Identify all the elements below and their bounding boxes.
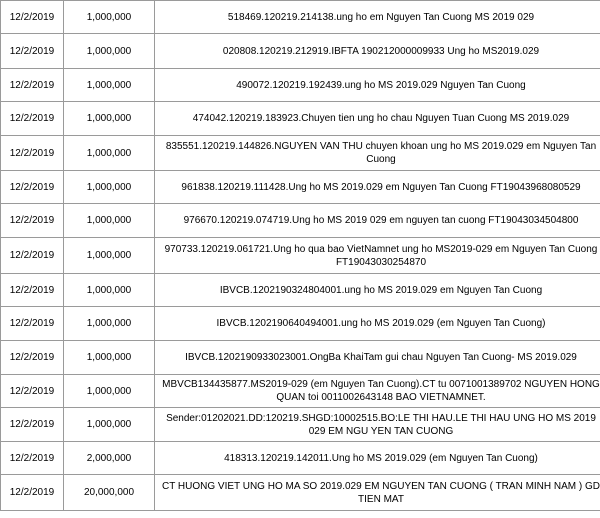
date-cell: 12/2/2019: [1, 408, 64, 442]
amount-cell: 1,000,000: [64, 238, 155, 274]
date-cell: 12/2/2019: [1, 442, 64, 475]
date-cell: 12/2/2019: [1, 375, 64, 408]
date-cell: 12/2/2019: [1, 341, 64, 375]
table-row: [1, 69, 600, 102]
description-cell: 418313.120219.142011.Ung ho MS 2019.029 (em Nguyen Tan Cuong): [155, 442, 600, 475]
date-cell: 12/2/2019: [1, 136, 64, 171]
date-cell: 12/2/2019: [1, 171, 64, 204]
table-row: [1, 204, 600, 238]
amount-cell: 1,000,000: [64, 204, 155, 238]
description-cell: 970733.120219.061721.Ung ho qua bao VietNamnet ung ho MS2019-029 em Nguyen Tan Cuong FT19043030254870: [155, 238, 600, 274]
date-cell: 12/2/2019: [1, 238, 64, 274]
table-row: [1, 136, 600, 171]
description-cell: 518469.120219.214138.ung ho em Nguyen Tan Cuong MS 2019 029: [155, 1, 600, 34]
description-cell: 961838.120219.111428.Ung ho MS 2019.029 em Nguyen Tan Cuong FT19043968080529: [155, 171, 600, 204]
description-cell: IBVCB.1202190640494001.ung ho MS 2019.029 (em Nguyen Tan Cuong): [155, 307, 600, 341]
table-row: [1, 375, 600, 408]
date-cell: 12/2/2019: [1, 274, 64, 307]
date-cell: 12/2/2019: [1, 204, 64, 238]
amount-cell: 1,000,000: [64, 34, 155, 69]
table-row: [1, 341, 600, 375]
amount-cell: 1,000,000: [64, 408, 155, 442]
amount-cell: 2,000,000: [64, 442, 155, 475]
amount-cell: 1,000,000: [64, 375, 155, 408]
table-row: [1, 102, 600, 136]
table-row: [1, 34, 600, 69]
table-row: [1, 475, 600, 511]
date-cell: 12/2/2019: [1, 475, 64, 511]
amount-cell: 1,000,000: [64, 136, 155, 171]
amount-cell: 1,000,000: [64, 69, 155, 102]
date-cell: 12/2/2019: [1, 307, 64, 341]
description-cell: 474042.120219.183923.Chuyen tien ung ho chau Nguyen Tuan Cuong MS 2019.029: [155, 102, 600, 136]
donation-table-body: [1, 1, 600, 511]
amount-cell: 1,000,000: [64, 341, 155, 375]
description-cell: 490072.120219.192439.ung ho MS 2019.029 Nguyen Tan Cuong: [155, 69, 600, 102]
date-cell: 12/2/2019: [1, 1, 64, 34]
amount-cell: 1,000,000: [64, 171, 155, 204]
date-cell: 12/2/2019: [1, 69, 64, 102]
date-cell: 12/2/2019: [1, 102, 64, 136]
table-row: [1, 1, 600, 34]
description-cell: 976670.120219.074719.Ung ho MS 2019 029 em nguyen tan cuong FT19043034504800: [155, 204, 600, 238]
amount-cell: 1,000,000: [64, 274, 155, 307]
description-cell: IBVCB.1202190933023001.OngBa KhaiTam gui chau Nguyen Tan Cuong- MS 2019.029: [155, 341, 600, 375]
description-cell: 835551.120219.144826.NGUYEN VAN THU chuyen khoan ung ho MS 2019.029 em Nguyen Tan Cuong: [155, 136, 600, 171]
amount-cell: 1,000,000: [64, 307, 155, 341]
table-row: [1, 274, 600, 307]
description-cell: Sender:01202021.DD:120219.SHGD:10002515.BO:LE THI HAU.LE THI HAU UNG HO MS 2019 029 EM NGU YEN TAN CUONG: [155, 408, 600, 442]
amount-cell: 1,000,000: [64, 1, 155, 34]
table-row: [1, 238, 600, 274]
description-cell: IBVCB.1202190324804001.ung ho MS 2019.029 em Nguyen Tan Cuong: [155, 274, 600, 307]
table-row: [1, 171, 600, 204]
description-cell: 020808.120219.212919.IBFTA 190212000009933 Ung ho MS2019.029: [155, 34, 600, 69]
table-row: [1, 442, 600, 475]
amount-cell: 1,000,000: [64, 102, 155, 136]
description-cell: CT HUONG VIET UNG HO MA SO 2019.029 EM NGUYEN TAN CUONG ( TRAN MINH NAM ) GD TIEN MAT: [155, 475, 600, 511]
amount-cell: 20,000,000: [64, 475, 155, 511]
table-row: [1, 408, 600, 442]
description-cell: MBVCB134435877.MS2019-029 (em Nguyen Tan Cuong).CT tu 0071001389702 NGUYEN HONG QUAN toi 0011002643148 BAO VIETNAMNET.: [155, 375, 600, 408]
date-cell: 12/2/2019: [1, 34, 64, 69]
table-row: [1, 307, 600, 341]
